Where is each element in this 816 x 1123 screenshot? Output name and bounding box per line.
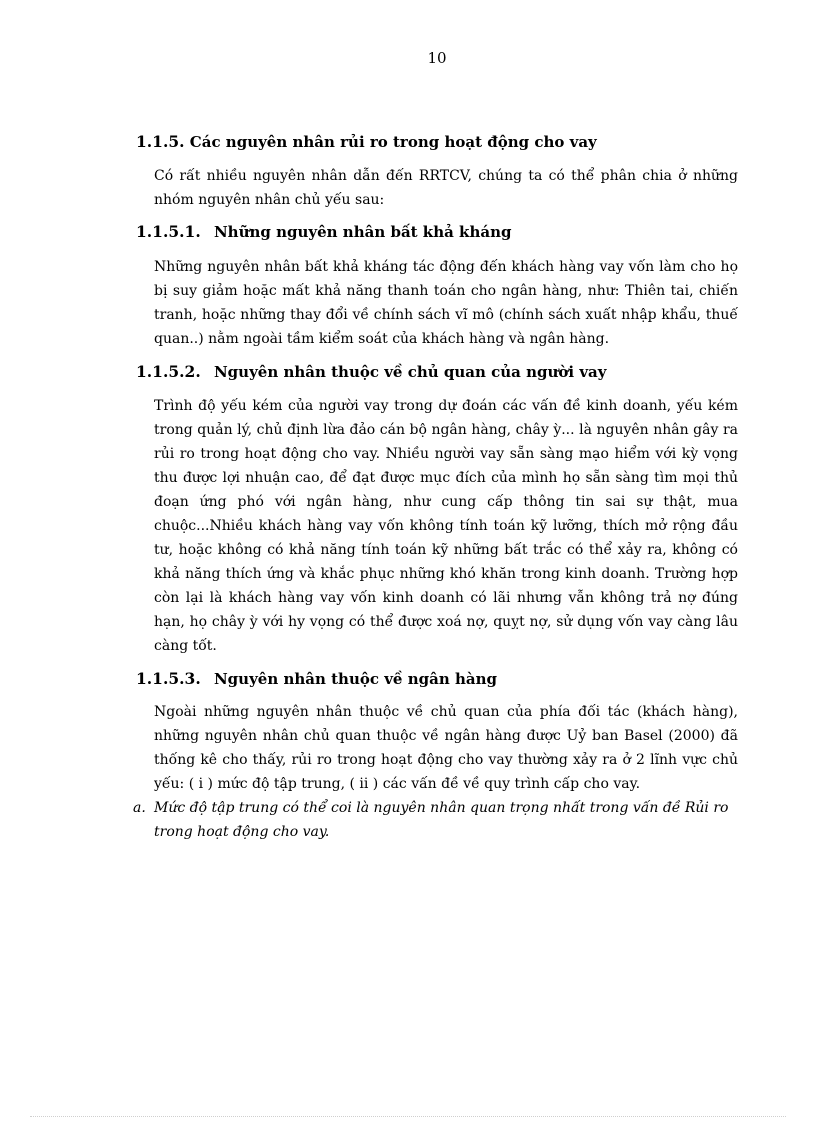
paragraph-1-1-5-3: Ngoài những nguyên nhân thuộc về chủ quan của phía đối tác (khách hàng), những nguyên nhân chủ quan thuộc về ngân hàng được Uỷ ban Basel (2000) đã thống kê cho thấy, rủi ro trong hoạt động cho vay thường xảy ra ở 2 lĩnh vực chủ yếu: ( i ) mức độ tập trung, ( ii ) các vấn đề về quy trình cấp cho vay. bbox=[154, 704, 738, 792]
paragraph-1-1-5: Có rất nhiều nguyên nhân dẫn đến RRTCV, chúng ta có thể phân chia ở những nhóm nguyên nhân chủ yếu sau: bbox=[154, 168, 738, 208]
section-number: 1.1.5. bbox=[136, 132, 185, 151]
section-number: 1.1.5.3. bbox=[136, 669, 201, 688]
page-number: 10 bbox=[427, 49, 447, 67]
section-title: Nguyên nhân thuộc về chủ quan của người vay bbox=[213, 363, 607, 381]
paragraph-1-1-5-2: Trình độ yếu kém của người vay trong dự đoán các vấn đề kinh doanh, yếu kém trong quản lý, chủ định lừa đảo cán bộ ngân hàng, chây ỳ... là nguyên nhân gây ra rủi ro trong hoạt động cho vay. Nhiều người vay sẵn sàng mạo hiểm với kỳ vọng thu được lợi nhuận cao, để đạt được mục đích của mình họ sẵn sàng tìm mọi thủ đoạn ứng phó với ngân hàng, như cung cấp thông tin sai sự thật, mua chuộc...Nhiều khách hàng vay vốn không tính toán kỹ lưỡng, thích mở rộng đầu tư, hoặc không có khả năng tính toán kỹ những bất trắc có thể xảy ra, không có khả năng thích ứng và khắc phục những khó khăn trong kinh doanh. Trường hợp còn lại là khách hàng vay vốn kinh doanh có lãi nhưng vẫn không trả nợ đúng hạn, họ chây ỳ với hy vọng có thể được xoá nợ, quỵt nợ, sử dụng vốn vay càng lâu càng tốt. bbox=[154, 398, 738, 654]
section-heading-1-1-5-2 bbox=[136, 362, 738, 381]
section-number: 1.1.5.1. bbox=[136, 222, 201, 241]
page-bottom-divider bbox=[30, 1116, 786, 1117]
list-marker: a. bbox=[133, 800, 146, 816]
section-number: 1.1.5.2. bbox=[136, 362, 201, 381]
document-body bbox=[133, 130, 738, 844]
list-item-a bbox=[133, 796, 738, 844]
paragraph-1-1-5-1: Những nguyên nhân bất khả kháng tác động đến khách hàng vay vốn làm cho họ bị suy giảm hoặc mất khả năng thanh toán cho ngân hàng, như: Thiên tai, chiến tranh, hoặc những thay đổi về chính sách vĩ mô (chính sách xuất nhập khẩu, thuế quan..) nằm ngoài tầm kiểm soát của khách hàng và ngân hàng. bbox=[154, 259, 738, 347]
section-title: Nguyên nhân thuộc về ngân hàng bbox=[213, 670, 497, 688]
section-heading-1-1-5 bbox=[136, 132, 738, 151]
section-title: Các nguyên nhân rủi ro trong hoạt động cho vay bbox=[189, 133, 597, 151]
section-heading-1-1-5-3 bbox=[136, 669, 738, 688]
list-item-text: Mức độ tập trung có thể coi là nguyên nhân quan trọng nhất trong vấn đề Rủi ro trong hoạt động cho vay. bbox=[154, 800, 729, 840]
section-title: Những nguyên nhân bất khả kháng bbox=[213, 223, 512, 241]
section-heading-1-1-5-1 bbox=[136, 222, 738, 241]
